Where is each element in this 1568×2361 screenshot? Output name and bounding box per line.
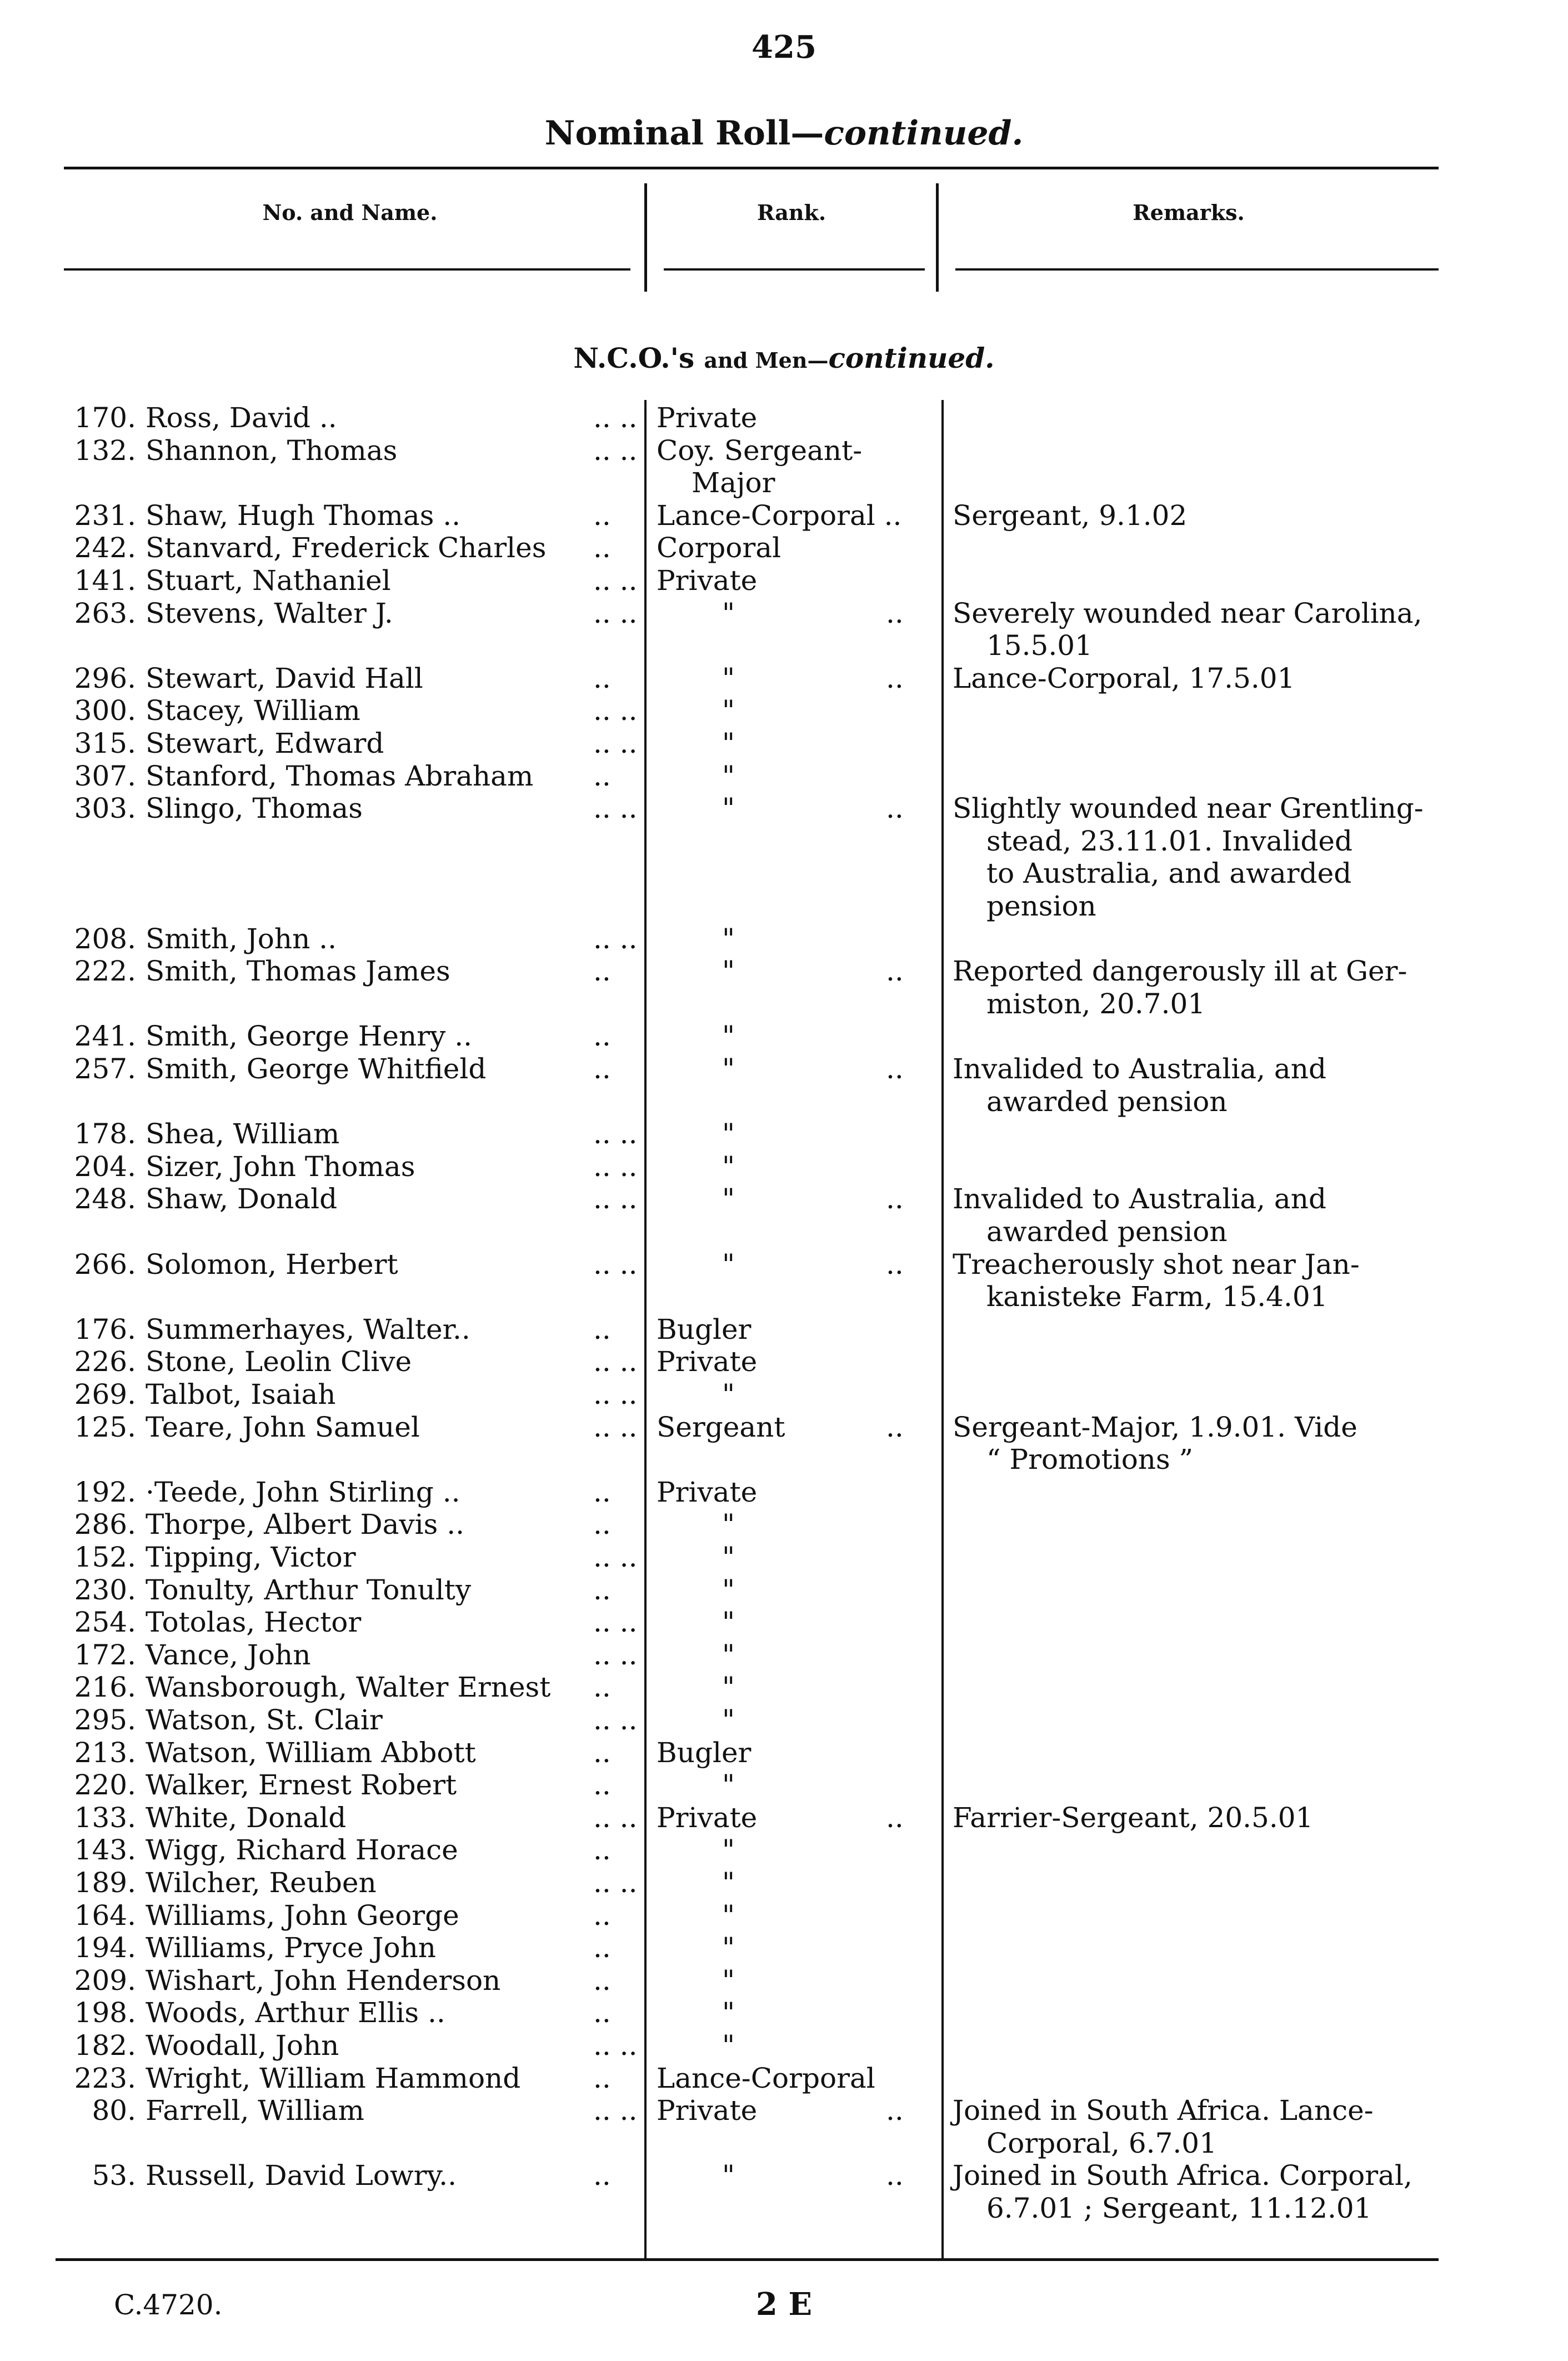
table-row xyxy=(0,1996,1568,2029)
table-row xyxy=(0,1703,1568,1737)
top-rule xyxy=(64,167,1439,169)
rank: " xyxy=(722,662,735,694)
remarks-line xyxy=(0,2159,1568,2192)
rank: " xyxy=(722,1020,735,1053)
leader-dots: .. .. xyxy=(593,1867,638,1899)
remarks-line xyxy=(0,987,1568,1021)
footer-signature: 2 E xyxy=(755,2286,813,2323)
leader-dots: .. .. xyxy=(593,564,638,597)
rank: " xyxy=(722,597,735,629)
rank: Sergeant xyxy=(657,1410,785,1443)
table-row xyxy=(0,1736,1568,1769)
leader-dots: .. xyxy=(593,1834,611,1867)
service-number: 231. xyxy=(74,499,136,532)
table-row xyxy=(0,1899,1568,1932)
service-number: 213. xyxy=(74,1736,136,1769)
service-number: 152. xyxy=(74,1541,136,1573)
rank: " xyxy=(722,1378,735,1410)
table-row xyxy=(0,1964,1568,1997)
remarks-line xyxy=(0,1443,1568,1476)
table-row xyxy=(0,694,1568,727)
remark-text: Invalided to Australia, and xyxy=(953,1053,1326,1085)
leader-dots: .. xyxy=(886,2094,904,2127)
leader-dots: .. .. xyxy=(593,2094,638,2127)
rank: " xyxy=(722,1997,735,2029)
table-row xyxy=(0,1117,1568,1151)
service-number: 172. xyxy=(74,1638,136,1671)
soldier-name: Williams, Pryce John xyxy=(146,1932,436,1964)
service-number: 178. xyxy=(74,1118,136,1151)
remark-text: Sergeant, 9.1.02 xyxy=(953,499,1188,532)
soldier-name: Thorpe, Albert Davis .. xyxy=(146,1508,464,1541)
leader-dots: .. .. xyxy=(593,694,638,727)
table-row xyxy=(0,1605,1568,1639)
remark-text: Severely wounded near Carolina, xyxy=(953,597,1422,629)
rank: " xyxy=(722,955,735,988)
soldier-name: Smith, George Whitfield xyxy=(146,1053,487,1085)
page-number: 425 xyxy=(752,29,816,66)
service-number: 300. xyxy=(74,694,136,727)
soldier-name: Solomon, Herbert xyxy=(146,1248,398,1280)
remark-text: Lance-Corporal, 17.5.01 xyxy=(953,662,1295,694)
rank: " xyxy=(722,1964,735,1997)
soldier-name: Stanvard, Frederick Charles xyxy=(146,532,547,564)
leader-dots: .. .. xyxy=(593,2029,638,2062)
table-row xyxy=(0,1378,1568,1411)
service-number: 204. xyxy=(74,1150,136,1183)
remarks-line xyxy=(0,824,1568,858)
leader-dots: .. xyxy=(593,499,611,532)
leader-dots: .. .. xyxy=(593,1150,638,1183)
leader-dots: .. xyxy=(593,1020,611,1053)
soldier-name: Totolas, Hector xyxy=(146,1606,362,1639)
service-number: 192. xyxy=(74,1475,136,1508)
header-rule-remarks xyxy=(955,268,1439,271)
remark-text: Farrier-Sergeant, 20.5.01 xyxy=(953,1801,1314,1834)
title-continued: continued. xyxy=(824,114,1024,153)
rank: " xyxy=(722,1932,735,1964)
section-lead: N.C.O.'s xyxy=(573,342,695,374)
rank: Lance-Corporal .. xyxy=(657,499,902,532)
service-number: 189. xyxy=(74,1867,136,1899)
rank: Coy. Sergeant- xyxy=(657,434,863,467)
service-number: 257. xyxy=(74,1053,136,1085)
rank: Private xyxy=(657,1345,758,1378)
soldier-name: Shaw, Hugh Thomas .. xyxy=(146,499,461,532)
service-number: 223. xyxy=(74,2062,136,2094)
service-number: 254. xyxy=(74,1606,136,1639)
service-number: 266. xyxy=(74,1248,136,1280)
table-row xyxy=(0,727,1568,760)
remarks-line xyxy=(0,1052,1568,1086)
soldier-name: Slingo, Thomas xyxy=(146,792,363,825)
remarks-line xyxy=(0,889,1568,923)
bottom-rule xyxy=(56,2258,1439,2261)
leader-dots: .. .. xyxy=(593,597,638,629)
leader-dots: .. .. xyxy=(593,727,638,759)
leader-dots: .. xyxy=(593,1736,611,1769)
table-row xyxy=(0,531,1568,564)
leader-dots: .. xyxy=(886,662,904,694)
remark-text: Sergeant-Major, 1.9.01. Vide xyxy=(953,1410,1357,1443)
rank: " xyxy=(722,1508,735,1541)
rank: " xyxy=(722,2029,735,2062)
rank: " xyxy=(722,759,735,792)
remarks-line xyxy=(0,1801,1568,1834)
soldier-name: Watson, William Abbott xyxy=(146,1736,476,1769)
service-number: 141. xyxy=(74,564,136,597)
soldier-name: Shaw, Donald xyxy=(146,1183,338,1215)
service-number: 164. xyxy=(74,1899,136,1932)
soldier-name: Stewart, David Hall xyxy=(146,662,423,694)
soldier-name: Woodall, John xyxy=(146,2029,339,2062)
rank: " xyxy=(722,2159,735,2192)
leader-dots: .. xyxy=(886,955,904,988)
header-rule-name xyxy=(64,268,630,271)
soldier-name: Wishart, John Henderson xyxy=(146,1964,501,1997)
leader-dots: .. .. xyxy=(593,1345,638,1378)
leader-dots: .. .. xyxy=(593,1248,638,1280)
soldier-name: Teare, John Samuel xyxy=(146,1410,420,1443)
soldier-name: Summerhayes, Walter.. xyxy=(146,1313,470,1345)
table-row xyxy=(0,401,1568,434)
soldier-name: Shannon, Thomas xyxy=(146,434,398,467)
remark-text: 6.7.01 ; Sergeant, 11.12.01 xyxy=(986,2192,1372,2224)
leader-dots: .. .. xyxy=(593,1541,638,1573)
leader-dots: .. xyxy=(593,1932,611,1964)
soldier-name: Stanford, Thomas Abraham xyxy=(146,759,534,792)
table-row xyxy=(0,2029,1568,2062)
remarks-line xyxy=(0,857,1568,890)
section-heading xyxy=(0,342,1568,374)
rank: Private xyxy=(657,402,758,434)
remark-text: awarded pension xyxy=(986,1085,1228,1118)
table-row xyxy=(0,1313,1568,1346)
soldier-name: Russell, David Lowry.. xyxy=(146,2159,457,2192)
leader-dots: .. .. xyxy=(593,1183,638,1215)
table-row xyxy=(0,1019,1568,1053)
soldier-name: Ross, David .. xyxy=(146,402,337,434)
service-number: 307. xyxy=(74,759,136,792)
remark-text: Invalided to Australia, and xyxy=(953,1183,1326,1215)
service-number: 133. xyxy=(74,1801,136,1834)
service-number: 143. xyxy=(74,1834,136,1867)
leader-dots: .. .. xyxy=(593,1801,638,1834)
table-row xyxy=(0,759,1568,793)
remark-text: miston, 20.7.01 xyxy=(986,987,1206,1020)
remark-text: 15.5.01 xyxy=(986,629,1093,662)
remark-text: Slightly wounded near Grentling- xyxy=(953,792,1424,825)
table-row xyxy=(0,1833,1568,1867)
table-row xyxy=(0,466,1568,499)
service-number: 263. xyxy=(74,597,136,629)
col-header-rank: Rank. xyxy=(757,200,826,225)
remarks-line xyxy=(0,2192,1568,2225)
col-header-name: No. and Name. xyxy=(262,200,438,225)
leader-dots: .. xyxy=(886,1801,904,1834)
soldier-name: Wilcher, Reuben xyxy=(146,1867,377,1899)
remark-text: Reported dangerously ill at Ger- xyxy=(953,955,1407,988)
remarks-line xyxy=(0,954,1568,988)
leader-dots: .. xyxy=(593,1671,611,1704)
service-number: 194. xyxy=(74,1932,136,1964)
service-number: 125. xyxy=(74,1410,136,1443)
leader-dots: .. .. xyxy=(593,434,638,467)
table-row xyxy=(0,1866,1568,1899)
remark-text: to Australia, and awarded xyxy=(986,857,1352,890)
leader-dots: .. .. xyxy=(593,1378,638,1410)
service-number: 242. xyxy=(74,532,136,564)
section-small: and Men— xyxy=(704,348,829,373)
leader-dots: .. xyxy=(593,759,611,792)
remarks-line xyxy=(0,1215,1568,1248)
leader-dots: .. xyxy=(593,532,611,564)
rank: Lance-Corporal xyxy=(657,2062,875,2094)
soldier-name: Stewart, Edward xyxy=(146,727,384,759)
remarks-line xyxy=(0,1280,1568,1313)
soldier-name: Wansborough, Walter Ernest xyxy=(146,1671,551,1704)
leader-dots: .. xyxy=(593,1997,611,2029)
leader-dots: .. .. xyxy=(593,1638,638,1671)
col-divider-1-head xyxy=(644,183,647,292)
rank: " xyxy=(722,1704,735,1736)
remark-text: awarded pension xyxy=(986,1215,1228,1248)
rank: " xyxy=(722,1118,735,1151)
soldier-name: Smith, Thomas James xyxy=(146,955,450,988)
service-number: 209. xyxy=(74,1964,136,1997)
leader-dots: .. xyxy=(886,1248,904,1280)
table-row xyxy=(0,434,1568,467)
service-number: 296. xyxy=(74,662,136,694)
title-main: Nominal Roll— xyxy=(544,114,824,153)
soldier-name: Wigg, Richard Horace xyxy=(146,1834,458,1867)
leader-dots: .. xyxy=(593,662,611,694)
soldier-name: Stone, Leolin Clive xyxy=(146,1345,412,1378)
rank: " xyxy=(722,792,735,825)
rank: " xyxy=(722,727,735,759)
service-number: 216. xyxy=(74,1671,136,1704)
service-number: 80. xyxy=(92,2094,136,2127)
soldier-name: Talbot, Isaiah xyxy=(146,1378,336,1410)
table-row xyxy=(0,1670,1568,1704)
table-row xyxy=(0,1508,1568,1541)
rank: " xyxy=(722,1671,735,1704)
table-row xyxy=(0,1638,1568,1672)
service-number: 248. xyxy=(74,1183,136,1215)
leader-dots: .. xyxy=(593,2159,611,2192)
table-row xyxy=(0,922,1568,956)
leader-dots: .. xyxy=(886,792,904,825)
leader-dots: .. .. xyxy=(593,1606,638,1639)
rank: " xyxy=(722,1183,735,1215)
soldier-name: ·Teede, John Stirling .. xyxy=(146,1475,460,1508)
remarks-line xyxy=(0,597,1568,630)
leader-dots: .. .. xyxy=(593,402,638,434)
soldier-name: Stevens, Walter J. xyxy=(146,597,393,629)
rank: " xyxy=(722,1150,735,1183)
soldier-name: Williams, John George xyxy=(146,1899,459,1932)
rank: " xyxy=(722,1541,735,1573)
leader-dots: .. .. xyxy=(593,792,638,825)
remarks-line xyxy=(0,1410,1568,1444)
col-divider-2-head xyxy=(936,183,939,292)
remarks-line xyxy=(0,1248,1568,1281)
rank: " xyxy=(722,1769,735,1802)
remark-text: stead, 23.11.01. Invalided xyxy=(986,824,1352,857)
remarks-line xyxy=(0,2094,1568,2127)
rank: Bugler xyxy=(657,1736,752,1769)
rank: Corporal xyxy=(657,532,782,564)
soldier-name: Shea, William xyxy=(146,1118,340,1151)
table-row xyxy=(0,2062,1568,2095)
table-row xyxy=(0,1540,1568,1574)
soldier-name: Stuart, Nathaniel xyxy=(146,564,391,597)
service-number: 176. xyxy=(74,1313,136,1345)
leader-dots: .. xyxy=(593,1508,611,1541)
rank: " xyxy=(722,922,735,955)
service-number: 222. xyxy=(74,955,136,988)
soldier-name: Woods, Arthur Ellis .. xyxy=(146,1997,445,2029)
soldier-name: White, Donald xyxy=(146,1801,347,1834)
table-row xyxy=(0,1150,1568,1183)
leader-dots: .. xyxy=(886,2159,904,2192)
rank: " xyxy=(722,1834,735,1867)
table-row xyxy=(0,1768,1568,1802)
remark-text: Corporal, 6.7.01 xyxy=(986,2127,1217,2159)
leader-dots: .. xyxy=(886,597,904,629)
leader-dots: .. xyxy=(593,2062,611,2094)
rank: " xyxy=(722,1573,735,1606)
remark-text: Joined in South Africa. Corporal, xyxy=(953,2159,1412,2192)
leader-dots: .. xyxy=(886,1410,904,1443)
soldier-name: Smith, John .. xyxy=(146,922,337,955)
remarks-line xyxy=(0,1182,1568,1215)
remark-text: “ Promotions ” xyxy=(986,1443,1194,1476)
service-number: 53. xyxy=(92,2159,136,2192)
remark-text: kanisteke Farm, 15.4.01 xyxy=(986,1280,1328,1313)
leader-dots: .. xyxy=(593,1313,611,1345)
table-row xyxy=(0,1931,1568,1964)
remark-text: pension xyxy=(986,890,1096,922)
leader-dots: .. xyxy=(593,1899,611,1932)
leader-dots: .. .. xyxy=(593,922,638,955)
rank: " xyxy=(722,1899,735,1932)
service-number: 303. xyxy=(74,792,136,825)
service-number: 170. xyxy=(74,402,136,434)
soldier-name: Sizer, John Thomas xyxy=(146,1150,415,1183)
header-rule-rank xyxy=(664,268,925,271)
leader-dots: .. xyxy=(593,1573,611,1606)
service-number: 220. xyxy=(74,1769,136,1802)
leader-dots: .. xyxy=(593,955,611,988)
rank: Private xyxy=(657,1801,758,1834)
footer-code: C.4720. xyxy=(114,2289,223,2321)
service-number: 241. xyxy=(74,1020,136,1053)
rank: " xyxy=(722,1248,735,1280)
soldier-name: Wright, William Hammond xyxy=(146,2062,521,2094)
col-header-remarks: Remarks. xyxy=(1133,200,1245,225)
remarks-line xyxy=(0,1085,1568,1118)
service-number: 182. xyxy=(74,2029,136,2062)
service-number: 208. xyxy=(74,922,136,955)
rank: " xyxy=(722,1638,735,1671)
leader-dots: .. xyxy=(593,1053,611,1085)
rank: " xyxy=(722,1867,735,1899)
rank: Major xyxy=(692,467,775,499)
section-continued: continued. xyxy=(828,342,995,374)
remark-text: Joined in South Africa. Lance- xyxy=(953,2094,1374,2127)
soldier-name: Stacey, William xyxy=(146,694,360,727)
leader-dots: .. xyxy=(593,1475,611,1508)
rank: Bugler xyxy=(657,1313,752,1345)
leader-dots: .. .. xyxy=(593,1410,638,1443)
table-row xyxy=(0,564,1568,597)
service-number: 295. xyxy=(74,1704,136,1736)
service-number: 132. xyxy=(74,434,136,467)
service-number: 198. xyxy=(74,1997,136,2029)
service-number: 315. xyxy=(74,727,136,759)
soldier-name: Vance, John xyxy=(146,1638,311,1671)
rank: Private xyxy=(657,2094,758,2127)
remarks-line xyxy=(0,2127,1568,2160)
remarks-line xyxy=(0,792,1568,825)
soldier-name: Watson, St. Clair xyxy=(146,1704,383,1736)
page-title xyxy=(0,114,1568,153)
leader-dots: .. .. xyxy=(593,1118,638,1151)
remarks-line xyxy=(0,499,1568,532)
service-number: 269. xyxy=(74,1378,136,1410)
soldier-name: Tipping, Victor xyxy=(146,1541,356,1573)
remark-text: Treacherously shot near Jan- xyxy=(953,1248,1360,1280)
soldier-name: Smith, George Henry .. xyxy=(146,1020,472,1053)
soldier-name: Tonulty, Arthur Tonulty xyxy=(146,1573,472,1606)
table-row xyxy=(0,1345,1568,1378)
soldier-name: Farrell, William xyxy=(146,2094,364,2127)
service-number: 286. xyxy=(74,1508,136,1541)
service-number: 230. xyxy=(74,1573,136,1606)
leader-dots: .. .. xyxy=(593,1704,638,1736)
leader-dots: .. xyxy=(886,1053,904,1085)
table-row xyxy=(0,1573,1568,1607)
leader-dots: .. xyxy=(593,1964,611,1997)
remarks-line xyxy=(0,662,1568,695)
soldier-name: Walker, Ernest Robert xyxy=(146,1769,457,1802)
rank: Private xyxy=(657,1475,758,1508)
rank: Private xyxy=(657,564,758,597)
remarks-line xyxy=(0,629,1568,662)
rank: " xyxy=(722,1606,735,1639)
table-row xyxy=(0,1475,1568,1509)
rank: " xyxy=(722,694,735,727)
rank: " xyxy=(722,1053,735,1085)
leader-dots: .. xyxy=(593,1769,611,1802)
leader-dots: .. xyxy=(886,1183,904,1215)
service-number: 226. xyxy=(74,1345,136,1378)
